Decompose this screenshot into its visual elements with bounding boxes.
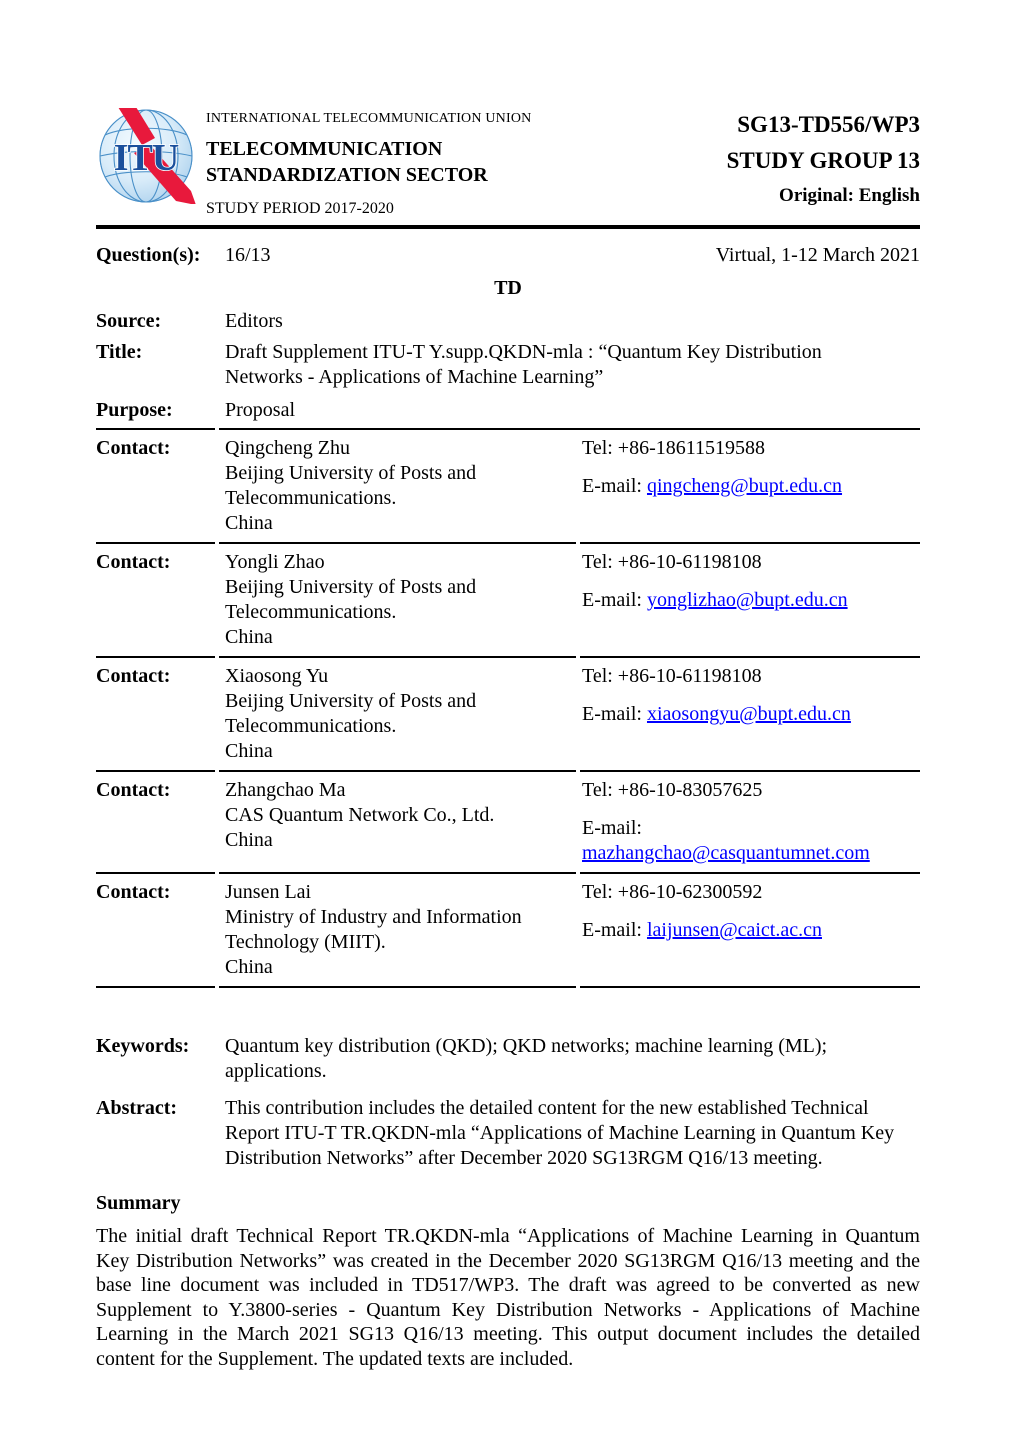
contact-email-label: E-mail: [582, 589, 647, 611]
contact-label: Contact: [96, 874, 215, 988]
contact-email-link[interactable]: laijunsen@caict.ac.cn [646, 919, 822, 941]
contact-email-link[interactable]: yonglizhao@bupt.edu.cn [646, 589, 848, 611]
summary-paragraph: The initial draft Technical Report TR.QKDN-mla “Applications of Machine Learning in Quantum Key Distribution Networks” was created in the December 2020 SG13RGM Q16/13 meeting and the base line document was included in TD517/WP3. The draft was agreed to be converted as new Supplement to Y.3800-series - Quantum Key Distribution Networks - Applications of Machine Learning in the March 2021 SG13 Q16/13 meeting. This output document includes the detailed content for the Supplement. The updated texts are included. [96, 1225, 920, 1370]
contact-country: China [225, 740, 273, 762]
purpose-label: Purpose: [96, 395, 215, 430]
source-row [96, 310, 920, 337]
itu-logo [96, 108, 196, 204]
contact-country: China [225, 829, 273, 851]
contact-email-label: E-mail: [582, 817, 642, 839]
question-row [96, 229, 920, 269]
purpose-value: Proposal [219, 395, 920, 430]
keywords-value: Quantum key distribution (QKD); QKD networks; machine learning (ML); applications. [225, 1035, 828, 1082]
title-row [96, 337, 920, 395]
contact-label: Contact: [96, 658, 215, 772]
contact-tel: Tel: +86-18611519588 [582, 437, 766, 459]
contact-row [96, 772, 920, 874]
sector-name [206, 136, 727, 188]
contact-country: China [225, 512, 273, 534]
contact-tel: Tel: +86-10-61198108 [582, 551, 762, 573]
contact-name: Zhangchao Ma [225, 779, 346, 801]
summary-heading: Summary [96, 1192, 181, 1214]
contact-country: China [225, 956, 273, 978]
study-group: STUDY GROUP 13 [726, 148, 920, 173]
contact-name: Yongli Zhao [225, 551, 325, 573]
org-name: INTERNATIONAL TELECOMMUNICATION UNION [206, 111, 532, 126]
contact-label: Contact: [96, 544, 215, 658]
title-label: Title: [96, 341, 143, 363]
sector-line1: TELECOMMUNICATION [206, 138, 443, 160]
contact-tel: Tel: +86-10-62300592 [582, 881, 763, 903]
contact-org: CAS Quantum Network Co., Ltd. [225, 804, 495, 826]
document-header [96, 108, 920, 218]
itu-globe-icon [96, 108, 196, 204]
contact-org: Beijing University of Posts and Telecommunications. [225, 462, 477, 509]
doc-number: SG13-TD556/WP3 [737, 112, 920, 137]
abstract-row [96, 1096, 920, 1171]
title-value: Draft Supplement ITU-T Y.supp.QKDN-mla : “Quantum Key Distribution Networks - Applications of Machine Learning” [225, 341, 822, 388]
contact-row [96, 544, 920, 658]
study-period: STUDY PERIOD 2017-2020 [206, 200, 394, 217]
contact-email-label: E-mail: [582, 475, 647, 497]
source-value: Editors [225, 310, 283, 332]
contact-name: Qingcheng Zhu [225, 437, 350, 459]
contact-row [96, 658, 920, 772]
contact-email-link[interactable]: xiaosongyu@bupt.edu.cn [646, 703, 851, 725]
contact-name: Xiaosong Yu [225, 665, 329, 687]
source-label: Source: [96, 310, 162, 332]
contact-country: China [225, 626, 273, 648]
contact-tel: Tel: +86-10-83057625 [582, 779, 763, 801]
contact-org: Beijing University of Posts and Telecommunications. [225, 690, 477, 737]
abstract-value: This contribution includes the detailed content for the new established Technical Report ITU-T TR.QKDN-mla “Applications of Machine Learning in Quantum Key Distribution Networks” after December 2020 SG13RGM Q16/13 meeting. [225, 1097, 895, 1169]
meeting-info: Virtual, 1-12 March 2021 [715, 244, 920, 266]
sector-line2: STANDARDIZATION SECTOR [206, 164, 488, 186]
contact-org: Ministry of Industry and Information Technology (MIIT). [225, 906, 522, 953]
contact-org: Beijing University of Posts and Telecommunications. [225, 576, 477, 623]
contact-email-link[interactable]: mazhangchao@casquantumnet.com [582, 842, 870, 864]
contact-label: Contact: [96, 772, 215, 874]
keywords-row [96, 1034, 920, 1084]
contact-row [96, 430, 920, 544]
contact-tel: Tel: +86-10-61198108 [582, 665, 762, 687]
contact-name: Junsen Lai [225, 881, 312, 903]
abstract-label: Abstract: [96, 1097, 178, 1119]
contact-email-label: E-mail: [582, 703, 647, 725]
doc-type: TD [494, 277, 522, 299]
keywords-label: Keywords: [96, 1035, 190, 1057]
contact-email-link[interactable]: qingcheng@bupt.edu.cn [646, 475, 843, 497]
question-value: 16/13 [225, 244, 271, 266]
contact-row [96, 874, 920, 988]
purpose-row [96, 395, 920, 430]
question-label: Question(s): [96, 244, 201, 266]
contact-label: Contact: [96, 430, 215, 544]
original-language: Original: English [779, 185, 920, 206]
itu-logo-text: ITU [113, 137, 179, 179]
contact-email-label: E-mail: [582, 919, 647, 941]
